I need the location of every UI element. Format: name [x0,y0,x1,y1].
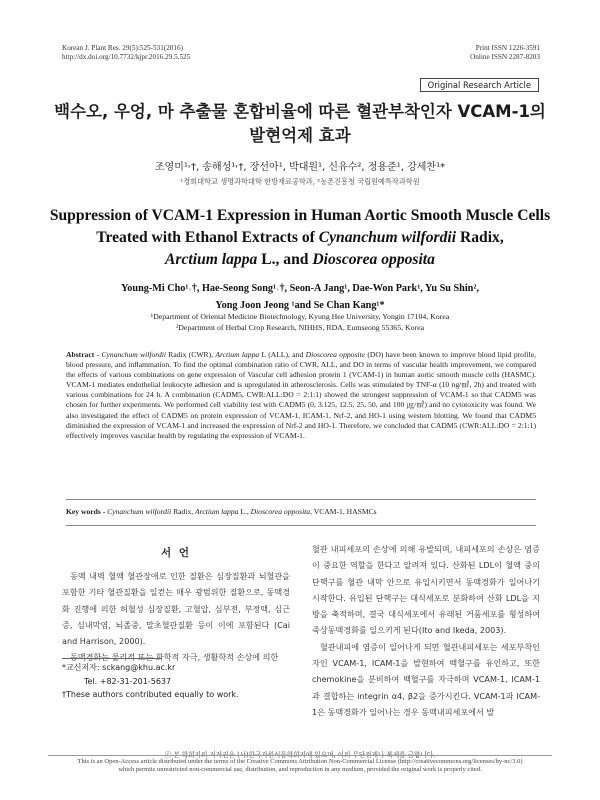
keywords-label: Key words - [66,507,108,516]
paragraph: 동맥 내벽 혈액 혈관장애로 인한 질환은 심장질환과 뇌혈관을 포함한 기타 혈관질환을 일컫는 매우 광범위한 질환으로, 동맥경화 진행에 의한 허혈성 심장질환, 고혈압, 심부전, 부정맥, 심근증, 심내막염, 뇌졸중, 말초혈관질환 등이 이에 포함된다 (Cai and Harrison, 2000). [62,571,290,647]
korean-affiliations: ¹경희대학교 생명과학대학 한방재료공학과, ²농촌진흥청 국립원예특작과학원 [180,177,420,186]
open-access-license [48,758,552,774]
title-text: L., and [257,251,313,268]
title-text: Treated with Ethanol Extracts of [96,229,319,246]
english-title-line1: Suppression of VCAM-1 Expression in Human Aortic Smooth Muscle Cells [49,207,551,224]
abstract-text: Radix (CWR), [165,350,216,359]
english-authors [40,280,560,314]
title-species: Arctium lappa [165,251,258,268]
doi-link[interactable]: http://dx.doi.org/10.7732/kjpr.2016.29.5.525 [62,53,191,61]
article-type-badge: Original Research Article [420,78,539,92]
authors-line2: Yong Joon Jeong ¹and Se Chan Kang¹* [215,300,385,311]
body-column-left [62,568,290,666]
keyword-species: Arctium lappa [195,507,239,516]
license-line1: This is an Open-Access article distributed under the terms of the Creative Commons Attribution Non-Commercial License (http://creativecommons.org/licenses/by-nc/3.0) [77,758,523,765]
abstract-species: Arctium lappa [215,350,260,359]
affiliation-2: ²Department of Herbal Crop Research, NIHHS, RDA, Eumseong 55365, Korea [175,322,425,332]
keyword-species: Cynanchum wilfordii [107,507,172,516]
english-title [40,205,560,271]
title-species: Cynanchum wilfordii [318,229,457,246]
keyword-text: Radix, [171,507,196,516]
keywords [66,507,536,516]
abstract-species: Cynanchum wilfordii [101,350,166,359]
journal-name: Korean J. Plant Res. 29(5):525-531(2016) [62,44,183,52]
paragraph: 동맥경화는 물리적 또는 화학적 자극, 생활학적 손상에 의한 [70,652,279,663]
korean-authors: 조영미¹˒†, 송해성¹˒†, 장선아¹, 박대원¹, 신유수², 정용준¹, 강세찬¹* [154,162,446,173]
footer-divider [48,755,552,756]
abstract [66,350,536,441]
license-line2: which permits unrestricted non-commercial use, distribution, and reproduction in any medium, provided the original work is properly cited. [118,766,482,773]
keyword-text: L., [238,507,251,516]
korean-title [40,100,560,148]
abstract-divider [66,499,536,500]
print-issn: Print ISSN 1226-3591 [475,44,540,52]
korean-title-line1: 백수오, 우엉, 마 추출물 혼합비율에 따른 혈관부착인자 VCAM-1의 [54,102,546,121]
body-column-right [312,541,540,720]
english-affiliations [40,312,560,333]
online-issn: Online ISSN 2287-8203 [470,53,540,61]
abstract-text: (DO) have been known to improve blood lipid profile, blood pressure, and inflammation. To find the optimal combination ratio of CWR, ALL, and DO in terms of vascular health improvement, we compared the effects of various combinations on gene expression of Vascular cell adhesion protein 1 (VCAM-1) in human aortic smooth muscle cells (HASMC). VCAM-1 mediates endothelial leukocyte adhesion and is upregulated in atherosclerosis. Cells was stimulated by TNF-α (10 ng/㎖, 2h) and treated with various combinations for 24 h. A combination (CADM5, CWR:ALL:DO = 2:1:1) showed the strongest suppression of VCAM-1 so that CADM5 was chosen for further experiments. We performed cell viability test with CADM5 (0, 3.125, 12.5, 25, 50, and 100 ㎍/㎖) and no cytotoxicity was found. We also investigated the effect of CADM5 on protein expression of VCAM-1, ICAM-1, Nrf-2, and HO-1 using western blotting. We found that CADM5 diminished the expression of VCAM-1 and increased the expression of Nrf-2 and HO-1. Therefore, we concluded that CADM5 (CWR:ALL:DO = 2:1:1) effectively improves vascular health by regulating the expression of VCAM-1. [66,350,536,440]
abstract-label: Abstract - [66,350,102,359]
keyword-species: Dioscorea opposita, [250,507,312,516]
title-text: Radix, [456,229,504,246]
corresponding-author: *교신저자: sckang@khu.ac.kr [62,663,176,672]
paragraph: 혈관 내피세포의 손상에 의해 유발되며, 내피세포의 손상은 염증이 중요한 역할을 한다고 알려져 있다. 산화된 LDL이 혈액 중의 단핵구를 혈관 내막 안으로 유입시키면서 동맥경화가 일어나기 시작한다. 유입된 단핵구는 대식세포로 분화하여 산화 LDL을 지방을 축적하며, 결국 대식세포에서 유래된 거품세포를 형성하여 죽상동맥경화를 일으키게 된다(Ito and Ikeda, 2003). [312,544,540,636]
abstract-text: L (ALL), and [259,350,306,359]
section-title-introduction: 서 언 [161,547,191,559]
paragraph: 혈관내피에 염증이 일어나게 되면 혈관내피세포는 세포부착인자인 VCAM-1, ICAM-1을 발현하여 백혈구를 유인하고, 또한 chemokine을 분비하여 백혈구를 자극하며 VCAM-1, ICAM-1과 결합하는 integrin α4, β2을 증가시킨다. VCAM-1과 ICAM-1은 동맥경화가 일어나는 경우 동맥내피세포에서 발 [312,641,540,717]
affiliation-1: ¹Department of Oriental Medicine Biotechnology, Kyung Hee University, Yongin 17104, Korea [150,312,450,321]
copyright-notice: ⓒ 본 학회지의 저작권은 (사)한국자원식물학회지에 있으며, 이의 무단전재나 복제를 금합니다. [164,751,436,759]
footnote [62,661,239,702]
equal-contribution-note: †These authors contributed equally to work. [62,690,239,699]
abstract-species: Dioscorea opposite [305,350,366,359]
author-phone: Tel. +82-31-201-5637 [84,676,172,686]
english-title-line2 [40,227,560,249]
title-species: Dioscorea opposita [312,251,435,268]
journal-citation [62,44,190,62]
korean-title-line2: 발현억제 효과 [249,126,351,145]
footnote-divider [62,658,162,659]
english-title-line3 [40,249,560,271]
authors-line1: Young-Mi Cho¹˒†, Hae-Seong Song¹˒†, Seon-A Jang¹, Dae-Won Park¹, Yu Su Shin², [121,283,479,294]
keywords-divider [66,525,536,526]
issn-block [470,44,540,62]
keyword-text: VCAM-1, HASMCs [311,507,377,516]
